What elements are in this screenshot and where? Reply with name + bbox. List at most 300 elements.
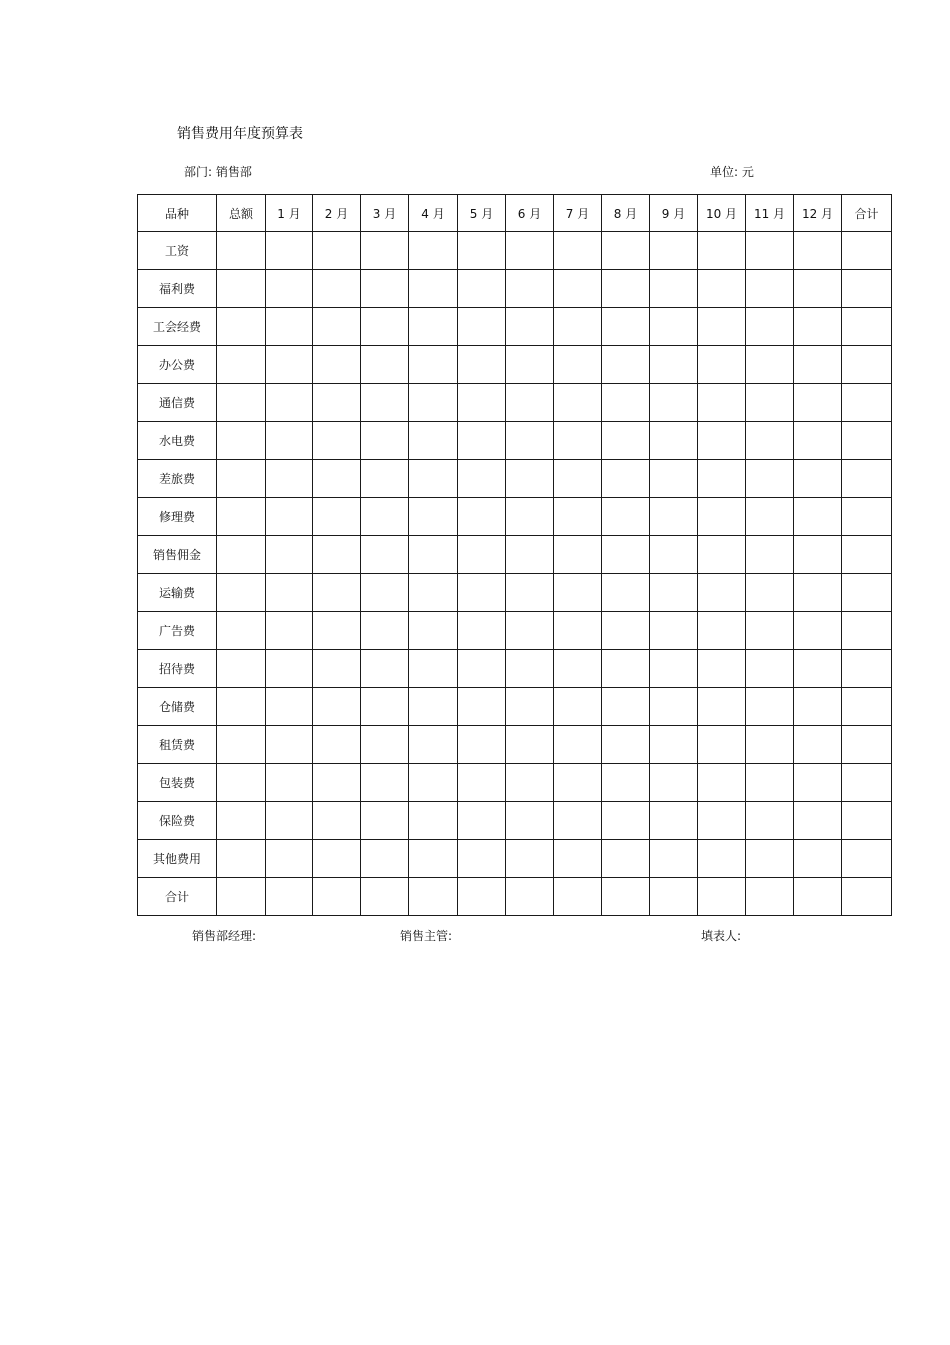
budget-cell[interactable] [409,726,458,764]
budget-cell[interactable] [650,232,698,270]
column-header: 5 月 [458,195,506,232]
budget-cell[interactable] [506,574,554,612]
table-row [138,422,892,460]
budget-cell[interactable] [698,422,746,460]
budget-cell[interactable] [842,764,892,802]
budget-cell[interactable] [217,498,266,536]
budget-cell[interactable] [409,460,458,498]
row-label: 保险费 [138,802,217,840]
row-label: 差旅费 [138,460,217,498]
budget-cell[interactable] [217,270,266,308]
budget-cell[interactable] [458,840,506,878]
budget-table [137,194,892,916]
budget-cell[interactable] [842,612,892,650]
column-header: 9 月 [650,195,698,232]
budget-cell[interactable] [746,650,794,688]
budget-cell[interactable] [313,384,361,422]
budget-cell[interactable] [698,764,746,802]
budget-cell[interactable] [650,308,698,346]
budget-cell[interactable] [217,536,266,574]
budget-cell[interactable] [506,802,554,840]
budget-cell[interactable] [842,460,892,498]
budget-cell[interactable] [217,422,266,460]
budget-cell[interactable] [361,308,409,346]
budget-cell[interactable] [266,802,313,840]
budget-cell[interactable] [409,346,458,384]
budget-cell[interactable] [313,536,361,574]
budget-cell[interactable] [794,536,842,574]
column-header: 3 月 [361,195,409,232]
budget-cell[interactable] [746,232,794,270]
budget-cell[interactable] [409,498,458,536]
budget-cell[interactable] [409,764,458,802]
budget-cell[interactable] [409,574,458,612]
budget-cell[interactable] [746,498,794,536]
budget-cell[interactable] [842,498,892,536]
budget-cell[interactable] [794,840,842,878]
budget-cell[interactable] [650,422,698,460]
budget-cell[interactable] [361,384,409,422]
budget-cell[interactable] [602,574,650,612]
budget-cell[interactable] [409,802,458,840]
row-label: 销售佣金 [138,536,217,574]
budget-cell[interactable] [698,840,746,878]
budget-cell[interactable] [794,232,842,270]
budget-cell[interactable] [266,536,313,574]
budget-cell[interactable] [266,308,313,346]
row-label: 招待费 [138,650,217,688]
budget-cell[interactable] [313,726,361,764]
budget-cell[interactable] [554,498,602,536]
budget-cell[interactable] [458,612,506,650]
table-row [138,764,892,802]
budget-cell[interactable] [842,840,892,878]
budget-cell[interactable] [409,308,458,346]
budget-cell[interactable] [554,650,602,688]
budget-cell[interactable] [650,688,698,726]
budget-cell[interactable] [794,270,842,308]
budget-cell[interactable] [554,764,602,802]
budget-cell[interactable] [409,270,458,308]
budget-cell[interactable] [506,688,554,726]
budget-cell[interactable] [361,764,409,802]
budget-cell[interactable] [266,840,313,878]
budget-cell[interactable] [554,688,602,726]
budget-cell[interactable] [266,612,313,650]
budget-cell[interactable] [313,764,361,802]
budget-cell[interactable] [554,802,602,840]
budget-cell[interactable] [842,384,892,422]
budget-cell[interactable] [698,232,746,270]
budget-cell[interactable] [409,536,458,574]
budget-cell[interactable] [506,460,554,498]
budget-cell[interactable] [602,612,650,650]
budget-cell[interactable] [650,574,698,612]
budget-cell[interactable] [794,764,842,802]
budget-cell[interactable] [794,688,842,726]
budget-cell[interactable] [554,878,602,916]
table-row [138,878,892,916]
column-header: 品种 [138,195,217,232]
budget-cell[interactable] [361,574,409,612]
budget-cell[interactable] [266,232,313,270]
budget-cell[interactable] [361,840,409,878]
budget-cell[interactable] [698,270,746,308]
budget-cell[interactable] [217,764,266,802]
budget-cell[interactable] [361,802,409,840]
budget-cell[interactable] [794,802,842,840]
budget-cell[interactable] [506,384,554,422]
budget-cell[interactable] [361,460,409,498]
budget-cell[interactable] [842,232,892,270]
table-row [138,536,892,574]
budget-cell[interactable] [458,726,506,764]
row-label: 其他费用 [138,840,217,878]
budget-cell[interactable] [602,498,650,536]
budget-cell[interactable] [746,764,794,802]
budget-cell[interactable] [313,574,361,612]
budget-cell[interactable] [217,612,266,650]
table-row [138,650,892,688]
budget-cell[interactable] [458,460,506,498]
budget-cell[interactable] [266,878,313,916]
budget-cell[interactable] [217,650,266,688]
budget-cell[interactable] [650,764,698,802]
budget-cell[interactable] [266,726,313,764]
budget-cell[interactable] [458,878,506,916]
budget-cell[interactable] [217,460,266,498]
budget-cell[interactable] [361,650,409,688]
budget-cell[interactable] [650,460,698,498]
budget-cell[interactable] [361,878,409,916]
budget-cell[interactable] [409,422,458,460]
budget-cell[interactable] [602,536,650,574]
budget-cell[interactable] [698,802,746,840]
table-row [138,346,892,384]
budget-cell[interactable] [794,498,842,536]
budget-cell[interactable] [409,878,458,916]
budget-cell[interactable] [361,726,409,764]
budget-cell[interactable] [842,688,892,726]
unit-value: 元 [741,165,754,179]
budget-cell[interactable] [746,574,794,612]
budget-cell[interactable] [554,422,602,460]
budget-cell[interactable] [266,422,313,460]
budget-cell[interactable] [842,726,892,764]
budget-cell[interactable] [602,764,650,802]
budget-cell[interactable] [506,422,554,460]
budget-cell[interactable] [361,612,409,650]
budget-cell[interactable] [794,460,842,498]
budget-cell[interactable] [266,650,313,688]
budget-cell[interactable] [746,308,794,346]
table-row [138,726,892,764]
budget-cell[interactable] [266,346,313,384]
budget-cell[interactable] [458,384,506,422]
budget-cell[interactable] [602,802,650,840]
budget-cell[interactable] [217,232,266,270]
budget-cell[interactable] [313,422,361,460]
budget-cell[interactable] [313,498,361,536]
budget-cell[interactable] [650,346,698,384]
budget-cell[interactable] [266,498,313,536]
document-title: 销售费用年度预算表 [177,126,303,142]
budget-cell[interactable] [698,536,746,574]
budget-cell[interactable] [458,650,506,688]
row-label: 仓储费 [138,688,217,726]
budget-cell[interactable] [217,688,266,726]
budget-cell[interactable] [842,308,892,346]
budget-cell[interactable] [554,270,602,308]
budget-cell[interactable] [506,232,554,270]
budget-cell[interactable] [602,688,650,726]
budget-cell[interactable] [794,384,842,422]
budget-cell[interactable] [650,612,698,650]
budget-cell[interactable] [650,270,698,308]
budget-cell[interactable] [458,422,506,460]
budget-cell[interactable] [361,346,409,384]
budget-cell[interactable] [458,346,506,384]
budget-cell[interactable] [217,878,266,916]
budget-cell[interactable] [506,612,554,650]
budget-cell[interactable] [506,764,554,802]
budget-cell[interactable] [698,688,746,726]
budget-cell[interactable] [361,270,409,308]
budget-cell[interactable] [794,612,842,650]
budget-cell[interactable] [266,688,313,726]
department-label: 部门: [184,165,213,179]
budget-cell[interactable] [602,650,650,688]
filler-signature: 填表人: [701,929,742,943]
budget-cell[interactable] [409,612,458,650]
budget-cell[interactable] [266,270,313,308]
budget-cell[interactable] [842,574,892,612]
budget-cell[interactable] [554,384,602,422]
budget-cell[interactable] [554,232,602,270]
budget-cell[interactable] [217,802,266,840]
budget-cell[interactable] [506,346,554,384]
budget-cell[interactable] [794,308,842,346]
budget-cell[interactable] [746,384,794,422]
column-header: 6 月 [506,195,554,232]
budget-cell[interactable] [746,460,794,498]
budget-cell[interactable] [361,232,409,270]
table-row [138,498,892,536]
row-label: 工资 [138,232,217,270]
table-body [138,232,892,916]
budget-cell[interactable] [842,536,892,574]
budget-cell[interactable] [506,536,554,574]
budget-cell[interactable] [313,308,361,346]
budget-cell[interactable] [217,726,266,764]
budget-cell[interactable] [554,840,602,878]
budget-cell[interactable] [458,764,506,802]
budget-cell[interactable] [842,650,892,688]
budget-cell[interactable] [506,840,554,878]
budget-cell[interactable] [602,726,650,764]
budget-cell[interactable] [794,346,842,384]
budget-cell[interactable] [794,650,842,688]
table-row [138,688,892,726]
budget-cell[interactable] [746,536,794,574]
budget-cell[interactable] [313,688,361,726]
budget-cell[interactable] [698,384,746,422]
budget-cell[interactable] [554,308,602,346]
budget-cell[interactable] [554,460,602,498]
unit-label: 单位: [710,165,739,179]
budget-cell[interactable] [602,878,650,916]
budget-cell[interactable] [506,650,554,688]
budget-cell[interactable] [842,346,892,384]
budget-cell[interactable] [458,308,506,346]
budget-cell[interactable] [698,574,746,612]
column-header: 总额 [217,195,266,232]
budget-cell[interactable] [506,308,554,346]
budget-cell[interactable] [409,688,458,726]
column-header: 7 月 [554,195,602,232]
budget-cell[interactable] [217,346,266,384]
budget-cell[interactable] [602,308,650,346]
budget-cell[interactable] [746,612,794,650]
budget-cell[interactable] [650,498,698,536]
budget-cell[interactable] [409,840,458,878]
budget-cell[interactable] [698,878,746,916]
budget-cell[interactable] [409,384,458,422]
budget-cell[interactable] [266,460,313,498]
unit-info [710,163,754,181]
budget-cell[interactable] [650,840,698,878]
budget-cell[interactable] [506,270,554,308]
table-row [138,802,892,840]
budget-cell[interactable] [842,802,892,840]
budget-cell[interactable] [409,232,458,270]
budget-cell[interactable] [554,574,602,612]
budget-cell[interactable] [554,612,602,650]
budget-cell[interactable] [698,308,746,346]
department-info [184,163,252,181]
budget-cell[interactable] [554,726,602,764]
budget-cell[interactable] [602,422,650,460]
budget-cell[interactable] [746,346,794,384]
budget-cell[interactable] [554,346,602,384]
budget-cell[interactable] [217,840,266,878]
budget-cell[interactable] [217,574,266,612]
budget-cell[interactable] [746,422,794,460]
budget-cell[interactable] [458,232,506,270]
budget-cell[interactable] [746,688,794,726]
budget-cell[interactable] [458,688,506,726]
budget-cell[interactable] [313,346,361,384]
column-header: 合计 [842,195,892,232]
budget-cell[interactable] [458,270,506,308]
budget-cell[interactable] [361,498,409,536]
budget-cell[interactable] [746,878,794,916]
budget-cell[interactable] [602,840,650,878]
budget-cell[interactable] [313,612,361,650]
budget-cell[interactable] [313,878,361,916]
budget-cell[interactable] [746,270,794,308]
table-row [138,232,892,270]
budget-cell[interactable] [554,536,602,574]
budget-cell[interactable] [506,726,554,764]
budget-cell[interactable] [313,270,361,308]
budget-cell[interactable] [313,802,361,840]
budget-cell[interactable] [313,460,361,498]
budget-cell[interactable] [361,422,409,460]
budget-cell[interactable] [794,726,842,764]
budget-cell[interactable] [698,726,746,764]
budget-cell[interactable] [361,688,409,726]
budget-cell[interactable] [409,650,458,688]
row-label: 运输费 [138,574,217,612]
table-row [138,574,892,612]
budget-cell[interactable] [698,346,746,384]
budget-cell[interactable] [602,346,650,384]
budget-cell[interactable] [746,726,794,764]
row-label: 合计 [138,878,217,916]
row-label: 办公费 [138,346,217,384]
table-row [138,384,892,422]
budget-cell[interactable] [458,536,506,574]
budget-cell[interactable] [650,726,698,764]
budget-cell[interactable] [650,878,698,916]
budget-cell[interactable] [266,384,313,422]
budget-cell[interactable] [313,232,361,270]
budget-cell[interactable] [361,536,409,574]
row-label: 修理费 [138,498,217,536]
budget-cell[interactable] [698,498,746,536]
budget-cell[interactable] [217,384,266,422]
column-header: 4 月 [409,195,458,232]
budget-cell[interactable] [266,574,313,612]
budget-cell[interactable] [602,270,650,308]
budget-cell[interactable] [458,802,506,840]
budget-cell[interactable] [650,384,698,422]
budget-cell[interactable] [746,840,794,878]
column-header: 8 月 [602,195,650,232]
table-row [138,612,892,650]
budget-cell[interactable] [794,878,842,916]
budget-cell[interactable] [746,802,794,840]
row-label: 水电费 [138,422,217,460]
budget-cell[interactable] [698,612,746,650]
budget-cell[interactable] [602,384,650,422]
budget-cell[interactable] [842,878,892,916]
budget-cell[interactable] [458,574,506,612]
budget-cell[interactable] [650,536,698,574]
budget-cell[interactable] [217,308,266,346]
table-row [138,460,892,498]
budget-cell[interactable] [266,764,313,802]
budget-cell[interactable] [650,802,698,840]
budget-cell[interactable] [698,460,746,498]
budget-cell[interactable] [842,270,892,308]
budget-cell[interactable] [698,650,746,688]
budget-cell[interactable] [794,574,842,612]
budget-cell[interactable] [602,232,650,270]
budget-cell[interactable] [458,498,506,536]
table-row [138,840,892,878]
budget-cell[interactable] [313,840,361,878]
column-header: 10 月 [698,195,746,232]
budget-cell[interactable] [794,422,842,460]
budget-cell[interactable] [602,460,650,498]
budget-cell[interactable] [506,878,554,916]
budget-cell[interactable] [842,422,892,460]
budget-cell[interactable] [313,650,361,688]
budget-cell[interactable] [650,650,698,688]
budget-cell[interactable] [506,498,554,536]
